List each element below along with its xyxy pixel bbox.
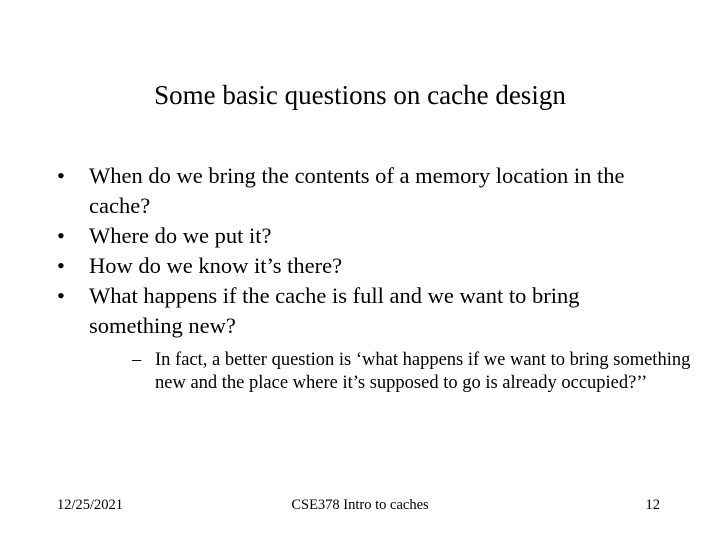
bullet-marker: • [57, 253, 65, 278]
bullet-item [55, 251, 675, 281]
sub-bullet-list [89, 349, 691, 395]
sub-bullet-marker: – [132, 350, 142, 370]
page-number: 12 [645, 497, 660, 513]
sub-bullet-text: In fact, a better question is ‘what happens if we want to bring something new and the place where it’s supposed to go is already occupied?’’ [155, 350, 691, 393]
bullet-text: How do we know it’s there? [89, 253, 343, 278]
bullet-marker: • [57, 163, 65, 188]
footer-title: CSE378 Intro to caches [291, 497, 429, 513]
slide-title: Some basic questions on cache design [154, 80, 566, 110]
bullet-marker: • [57, 223, 65, 248]
bullet-text: What happens if the cache is full and we want to bring something new? [89, 283, 580, 338]
bullet-text: Where do we put it? [89, 223, 272, 248]
bullet-text: When do we bring the contents of a memory location in the cache? [89, 163, 625, 218]
bullet-list [55, 161, 691, 395]
bullet-item [55, 281, 691, 395]
bullet-marker: • [57, 283, 65, 308]
sub-bullet-item [132, 349, 695, 395]
bullet-item [55, 161, 675, 221]
bullet-item [55, 221, 675, 251]
footer-date: 12/25/2021 [57, 497, 124, 513]
